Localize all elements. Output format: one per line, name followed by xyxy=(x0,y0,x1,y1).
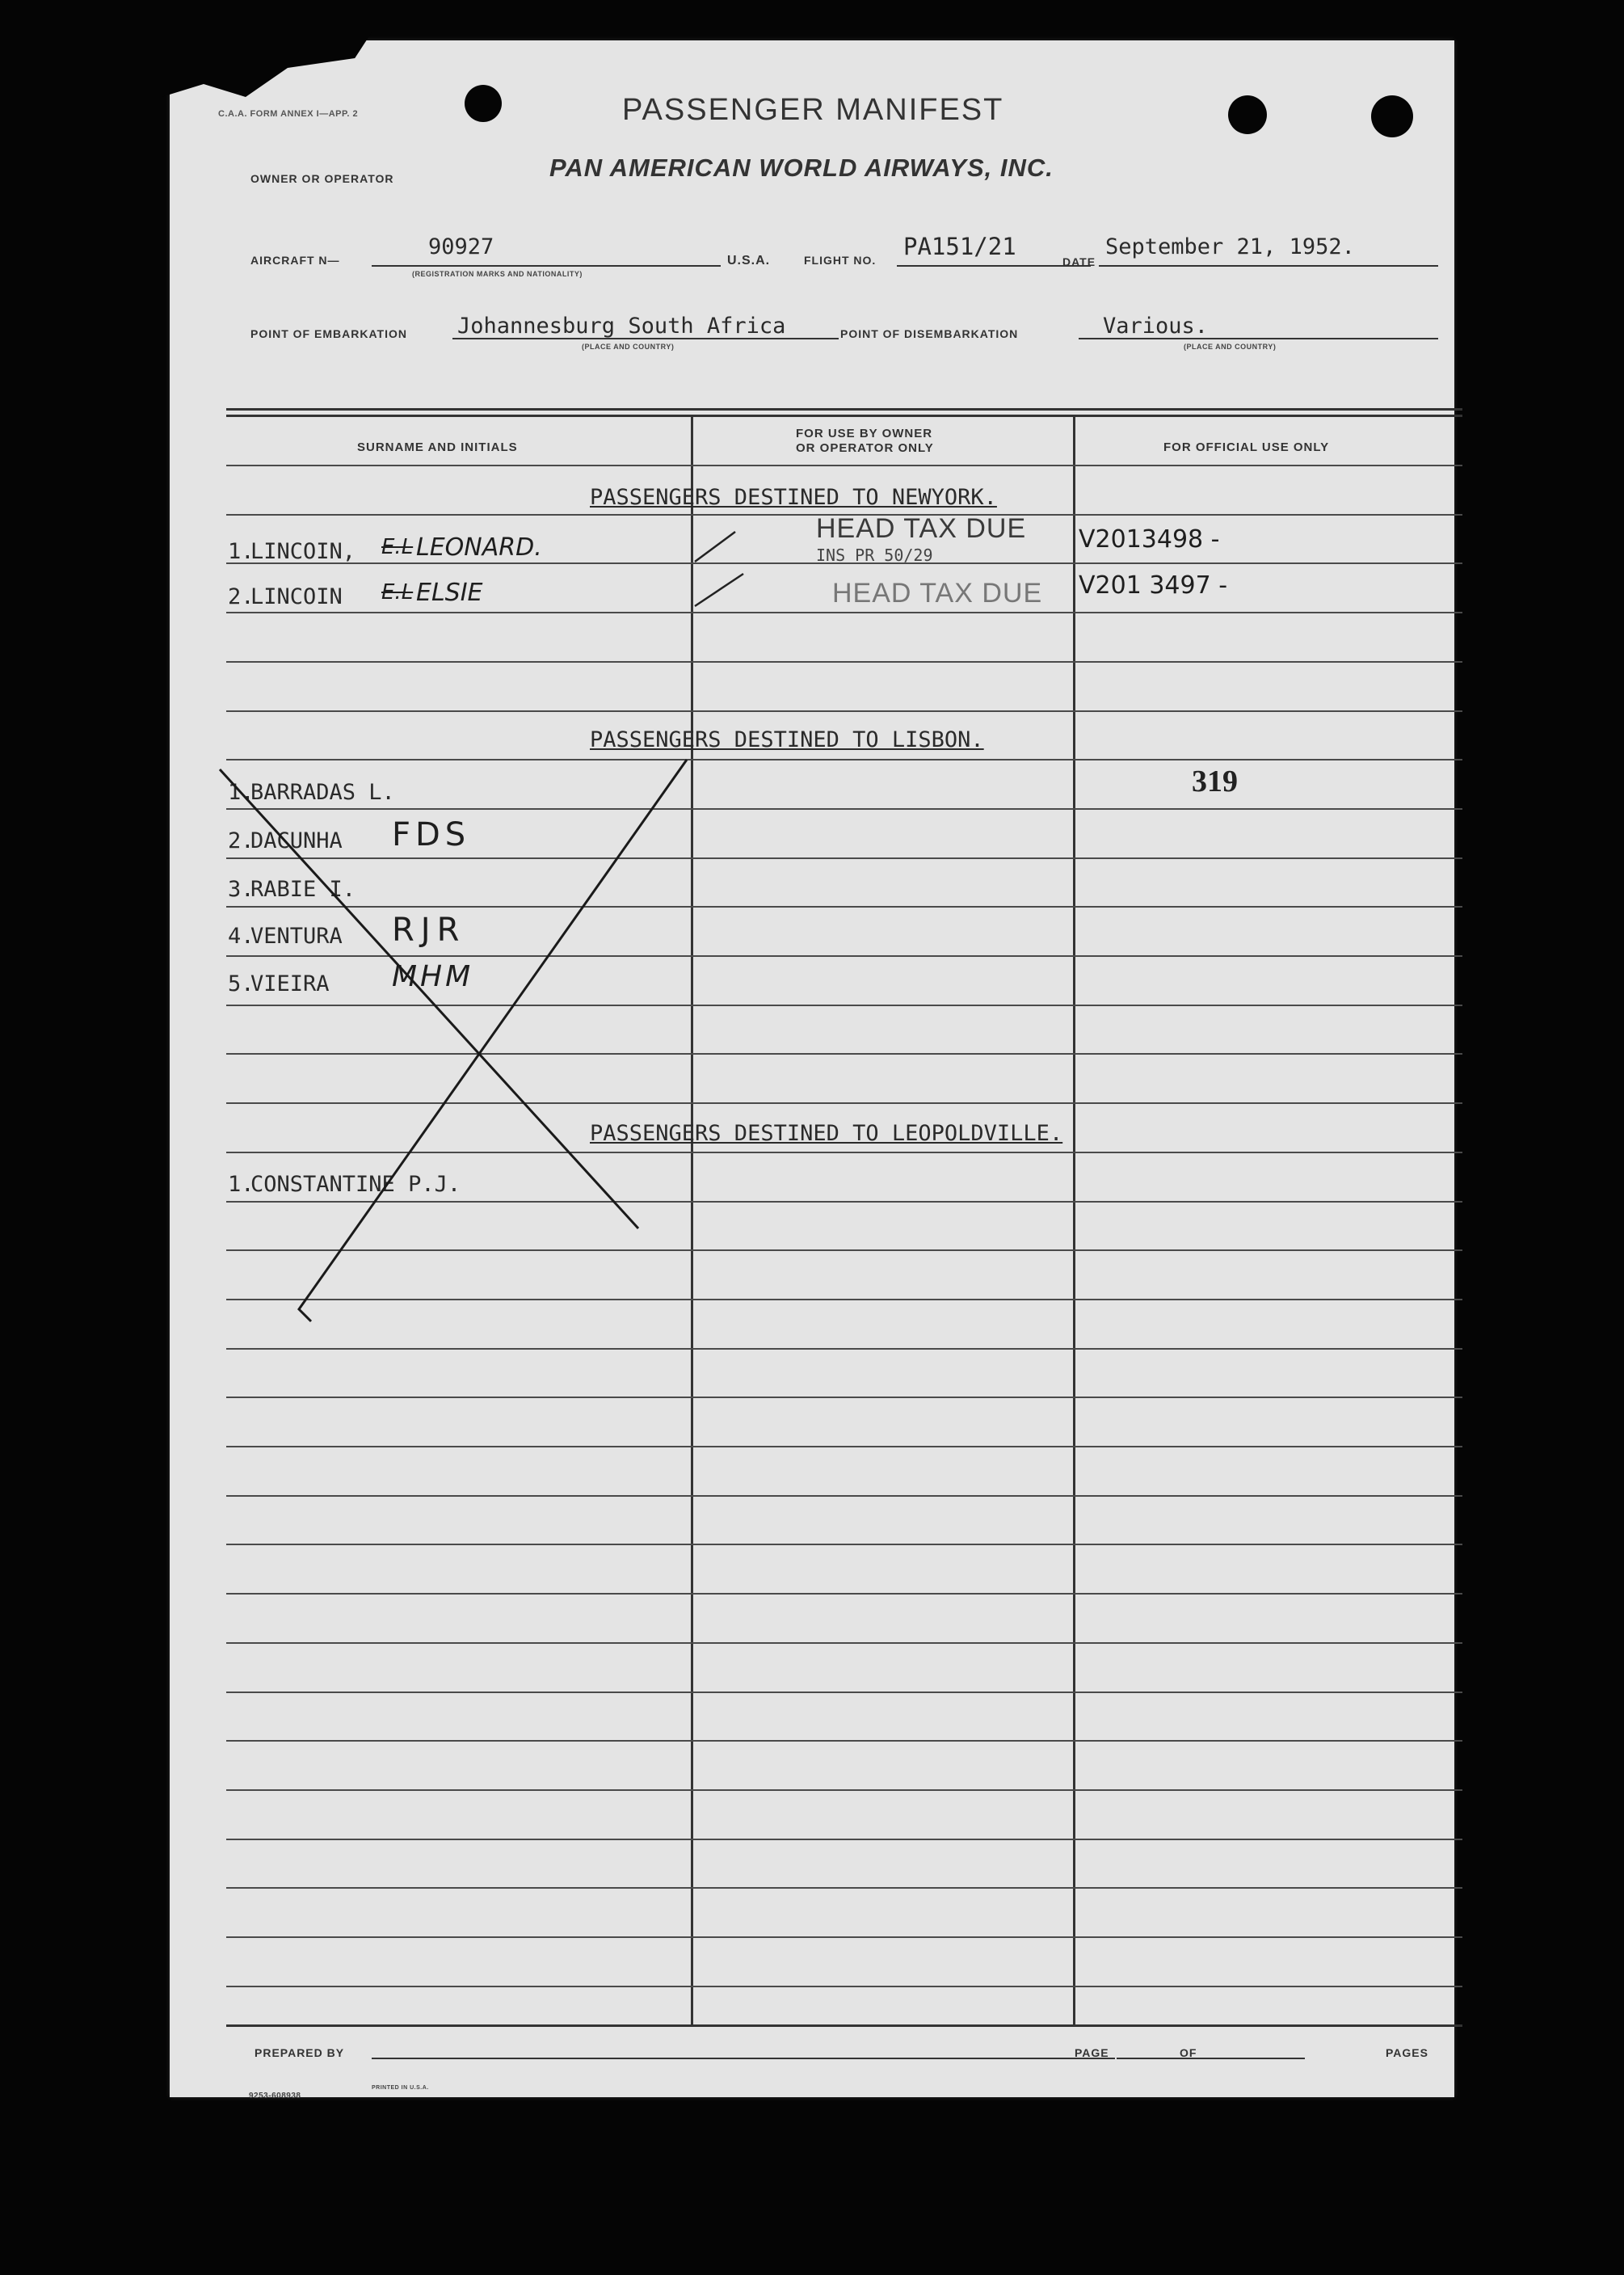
passenger-handwritten-initials: FDS xyxy=(392,816,471,853)
column-header-official: FOR OFFICIAL USE ONLY xyxy=(1163,440,1330,454)
date-value: September 21, 1952. xyxy=(1105,234,1355,259)
handwritten-marks xyxy=(170,40,1454,2097)
passenger-name: LINCOIN, xyxy=(250,539,356,564)
pages-label: PAGES xyxy=(1386,2046,1428,2059)
embarkation-note: (PLACE AND COUNTRY) xyxy=(582,343,675,351)
manifest-paper xyxy=(170,40,1454,2100)
column-header-owner-1: FOR USE BY OWNER xyxy=(796,427,933,440)
column-header-owner-2: OR OPERATOR ONLY xyxy=(796,441,934,455)
passenger-row-num: 4. xyxy=(228,924,255,949)
embarkation-value: Johannesburg South Africa xyxy=(457,314,786,339)
cross-out-stroke-2 xyxy=(299,760,687,1321)
printed-note: PRINTED IN U.S.A. xyxy=(372,2085,429,2091)
passenger-name: VIEIRA xyxy=(250,971,330,996)
embarkation-label: POINT OF EMBARKATION xyxy=(250,327,407,340)
cross-out-stroke-1 xyxy=(220,769,638,1228)
owner-label: OWNER OR OPERATOR xyxy=(250,172,394,185)
page-title: PASSENGER MANIFEST xyxy=(622,93,1004,127)
prepared-by-label: PREPARED BY xyxy=(255,2046,345,2059)
form-number: 9253-608938 xyxy=(249,2092,301,2100)
checkmark-2 xyxy=(695,574,743,606)
passenger-name: CONSTANTINE P.J. xyxy=(250,1172,461,1197)
passenger-strike-initials: E.L xyxy=(381,580,414,605)
official-visa-number: V2013498 - xyxy=(1079,525,1220,554)
of-line xyxy=(1208,2058,1305,2059)
prepared-by-line xyxy=(372,2058,1115,2059)
flight-label: FLIGHT NO. xyxy=(804,254,877,267)
date-label: DATE xyxy=(1062,255,1096,268)
page-line xyxy=(1117,2058,1212,2059)
table-bottom-rule xyxy=(226,2024,1462,2027)
passenger-handwritten-name: LEONARD. xyxy=(416,533,542,562)
operator-name: PAN AMERICAN WORLD AIRWAYS, INC. xyxy=(549,154,1054,182)
passenger-row-num: 1. xyxy=(228,1172,255,1197)
checkmark-1 xyxy=(695,532,735,562)
head-tax-stamp: HEAD TAX DUE xyxy=(816,513,1027,544)
corner-note: C.A.A. FORM ANNEX I—APP. 2 xyxy=(218,109,359,119)
disembarkation-label: POINT OF DISEMBARKATION xyxy=(840,327,1019,340)
aircraft-label: AIRCRAFT N— xyxy=(250,254,340,267)
passenger-name: DACUNHA xyxy=(250,828,343,853)
official-number: 319 xyxy=(1192,765,1238,798)
passenger-handwritten-initials: MHM xyxy=(392,960,474,993)
passenger-name: LINCOIN xyxy=(250,584,343,609)
aircraft-number: 90927 xyxy=(428,234,494,259)
passenger-handwritten-name: ELSIE xyxy=(416,579,483,607)
passenger-handwritten-initials: RJR xyxy=(392,912,466,949)
official-visa-number: V201 3497 - xyxy=(1079,571,1228,600)
passenger-row-num: 1. xyxy=(228,780,255,805)
section-heading-leopoldville: PASSENGERS DESTINED TO LEOPOLDVILLE. xyxy=(590,1121,1063,1146)
page-label: PAGE xyxy=(1075,2046,1109,2059)
section-heading-lisbon: PASSENGERS DESTINED TO LISBON. xyxy=(590,727,984,752)
of-label: OF xyxy=(1180,2046,1197,2059)
passenger-name: VENTURA xyxy=(250,924,343,949)
ins-stamp-note: INS PR 50/29 xyxy=(816,546,933,565)
passenger-row-num: 2. xyxy=(228,584,255,609)
passenger-row-num: 1. xyxy=(228,539,255,564)
flight-number: PA151/21 xyxy=(903,233,1016,260)
disembarkation-note: (PLACE AND COUNTRY) xyxy=(1184,343,1277,351)
column-header-surname: SURNAME AND INITIALS xyxy=(357,440,518,454)
passenger-strike-initials: E.L xyxy=(381,535,414,559)
passenger-name: RABIE I. xyxy=(250,877,356,902)
passenger-row-num: 3. xyxy=(228,877,255,902)
section-heading-newyork: PASSENGERS DESTINED TO NEWYORK. xyxy=(590,485,997,510)
head-tax-stamp: HEAD TAX DUE xyxy=(832,578,1043,609)
usa-label: U.S.A. xyxy=(727,254,771,268)
disembarkation-value: Various. xyxy=(1103,314,1209,339)
registration-note: (REGISTRATION MARKS AND NATIONALITY) xyxy=(412,270,583,278)
passenger-row-num: 5. xyxy=(228,971,255,996)
passenger-row-num: 2. xyxy=(228,828,255,853)
passenger-name: BARRADAS L. xyxy=(250,780,395,805)
